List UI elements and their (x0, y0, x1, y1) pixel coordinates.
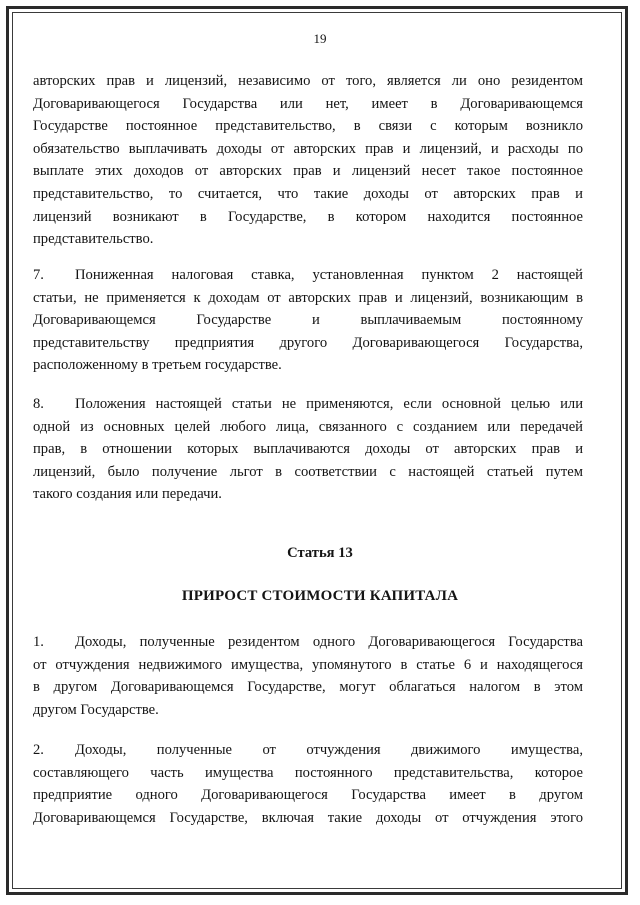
text-line (33, 739, 583, 762)
paragraph-number: 1. (33, 634, 44, 650)
text-line: Договаривающемся Государстве и выплачиваемым постоянному (33, 312, 583, 329)
text-line (33, 631, 583, 654)
text-line: в другом Договаривающемся Государстве, могут облагаться налогом в этом (33, 679, 583, 696)
text-line: предприятие одного Договаривающегося Государства имеет в другом (33, 787, 583, 804)
text-line: лицензий возникают в Государстве, в котором находится постоянное (33, 208, 583, 225)
article-number: Статья 13 (287, 545, 353, 561)
text-line: представительству предприятия другого Договаривающегося Государства, (33, 334, 583, 351)
page-number: 19 (313, 31, 327, 46)
paragraph-continuation (33, 70, 583, 251)
text-line: Договаривающегося Государства или нет, имеет в Договаривающемся (33, 95, 583, 112)
text-line: другом Государстве. (33, 701, 159, 718)
text-line (33, 264, 583, 287)
paragraph-number: 7. (33, 267, 44, 283)
text-line: Государстве постоянное представительство, в связи с которым возникло (33, 118, 583, 135)
article-title: ПРИРОСТ СТОИМОСТИ КАПИТАЛА (181, 588, 459, 604)
line-text: Положения настоящей статьи не применяются, если основной целью или (75, 396, 583, 412)
text-line: прав, в отношении которых выплачиваются доходы от авторских прав и (33, 441, 583, 458)
text-line: представительство. (33, 231, 154, 248)
line-text: Доходы, полученные от отчуждения движимого имущества, (75, 742, 583, 758)
text-line: одной из основных целей любого лица, связанного с созданием или передачей (33, 418, 583, 435)
text-line: расположенному в третьем государстве. (33, 357, 282, 374)
paragraph-7 (33, 264, 583, 377)
article-13-paragraph-1 (33, 631, 583, 721)
text-line: Договаривающемся Государстве, включая такие доходы от отчуждения этого (33, 809, 583, 826)
text-line (33, 393, 583, 416)
text-line: выплате этих доходов от авторских прав и лицензий несет такое постоянное (33, 163, 583, 180)
paragraph-number: 2. (33, 742, 44, 758)
text-line: от отчуждения недвижимого имущества, упомянутого в статье 6 и находящегося (33, 656, 583, 673)
text-line: лицензий, было получение льгот в соответствии с настоящей статьей путем (33, 463, 583, 480)
paragraph-8 (33, 393, 583, 506)
line-text: Пониженная налоговая ставка, установленная пунктом 2 настоящей (75, 267, 583, 283)
article-13-paragraph-2 (33, 739, 583, 829)
paragraph-number: 8. (33, 396, 44, 412)
line-text: Доходы, полученные резидентом одного Договаривающегося Государства (75, 634, 583, 650)
text-line: такого создания или передачи. (33, 486, 222, 503)
text-line: составляющего часть имущества постоянного представительства, которое (33, 764, 583, 781)
text-line: обязательство выплачивать доходы от авторских прав и лицензий, и расходы по (33, 140, 583, 157)
text-line: представительство, то считается, что такие доходы от авторских прав и (33, 185, 583, 202)
text-line: авторских прав и лицензий, независимо от того, является ли оно резидентом (33, 73, 583, 89)
text-line: статьи, не применяется к доходам от авторских прав и лицензий, возникающим в (33, 289, 583, 306)
